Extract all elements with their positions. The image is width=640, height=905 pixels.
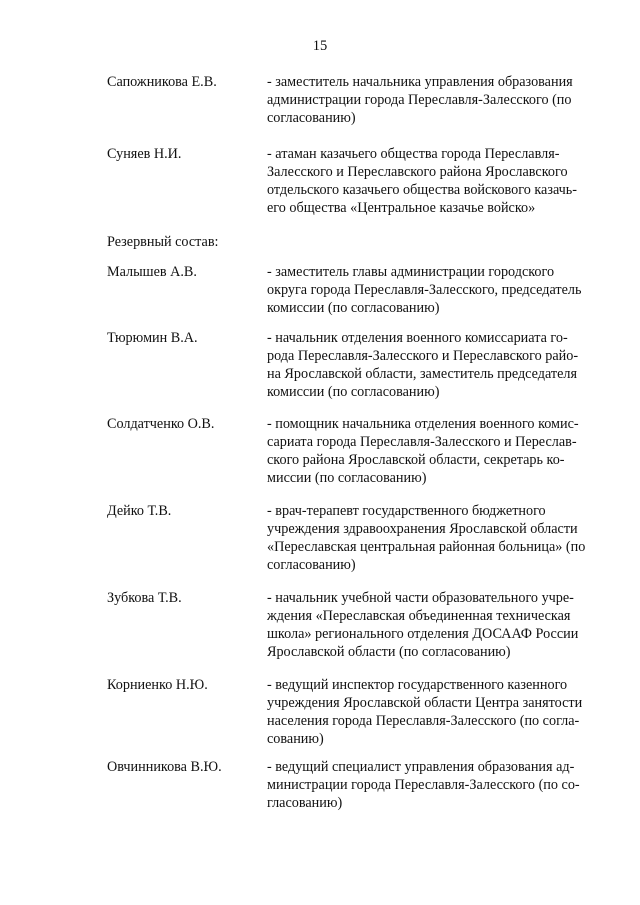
member-description (267, 758, 614, 812)
description-line: комиссии (по согласованию) (267, 300, 440, 316)
page-number: 15 (312, 38, 328, 54)
member-name: Овчинникова В.Ю. (107, 759, 222, 775)
member-name: Малышев А.В. (107, 264, 197, 280)
description-line: ского района Ярославской области, секретарь ко- (267, 452, 565, 468)
description-line: сованию) (267, 731, 324, 747)
description-line: - ведущий специалист управления образования ад- (267, 759, 575, 775)
description-line: рода Переславля-Залесского и Переславского райо- (267, 348, 579, 364)
member-name: Сапожникова Е.В. (107, 74, 217, 90)
description-line: миссии (по согласованию) (267, 470, 427, 486)
member-name: Корниенко Н.Ю. (107, 677, 208, 693)
member-name: Солдатченко О.В. (107, 416, 215, 432)
description-line: гласованию) (267, 795, 343, 811)
description-line: ждения «Переславская объединенная техническая (267, 608, 571, 624)
description-line: сариата города Переславля-Залесского и Переслав- (267, 434, 577, 450)
description-line: - врач-терапевт государственного бюджетного (267, 503, 546, 519)
member-name: Дейко Т.В. (107, 503, 172, 519)
description-line: министрации города Переславля-Залесского (по со- (267, 777, 580, 793)
description-line: - заместитель начальника управления образования (267, 74, 573, 90)
description-line: Залесского и Переславского района Ярославского (267, 164, 568, 180)
member-description (267, 73, 614, 127)
description-line: учреждения здравоохранения Ярославской области (267, 521, 578, 537)
description-line: - помощник начальника отделения военного комис- (267, 416, 579, 432)
description-line: - заместитель главы администрации городского (267, 264, 555, 280)
description-line: Ярославской области (по согласованию) (267, 644, 511, 660)
description-line: «Переславская центральная районная больница» (по (267, 539, 586, 555)
member-name: Тюрюмин В.А. (107, 330, 198, 346)
description-line: комиссии (по согласованию) (267, 384, 440, 400)
description-line: школа» регионального отделения ДОСААФ России (267, 626, 579, 642)
description-line: населения города Переславля-Залесского (по согла- (267, 713, 580, 729)
description-line: учреждения Ярославской области Центра занятости (267, 695, 583, 711)
reserve-heading: Резервный состав: (107, 234, 219, 250)
member-description (267, 263, 614, 317)
description-line: округа города Переславля-Залесского, председатель (267, 282, 582, 298)
member-description (267, 589, 614, 661)
member-name: Суняев Н.И. (107, 146, 182, 162)
member-description (267, 415, 614, 487)
description-line: - атаман казачьего общества города Переславля- (267, 146, 560, 162)
description-line: отдельского казачьего общества войскового казачь- (267, 182, 578, 198)
member-description (267, 145, 614, 217)
member-description (267, 676, 614, 748)
description-line: согласованию) (267, 110, 356, 126)
member-description (267, 329, 614, 401)
description-line: его общества «Центральное казачье войско» (267, 200, 536, 216)
description-line: на Ярославской области, заместитель председателя (267, 366, 578, 382)
description-line: - ведущий инспектор государственного казенного (267, 677, 568, 693)
member-description (267, 502, 614, 574)
description-line: - начальник учебной части образовательного учре- (267, 590, 574, 606)
description-line: администрации города Переславля-Залесского (по (267, 92, 572, 108)
member-name: Зубкова Т.В. (107, 590, 182, 606)
description-line: - начальник отделения военного комиссариата го- (267, 330, 568, 346)
description-line: согласованию) (267, 557, 356, 573)
